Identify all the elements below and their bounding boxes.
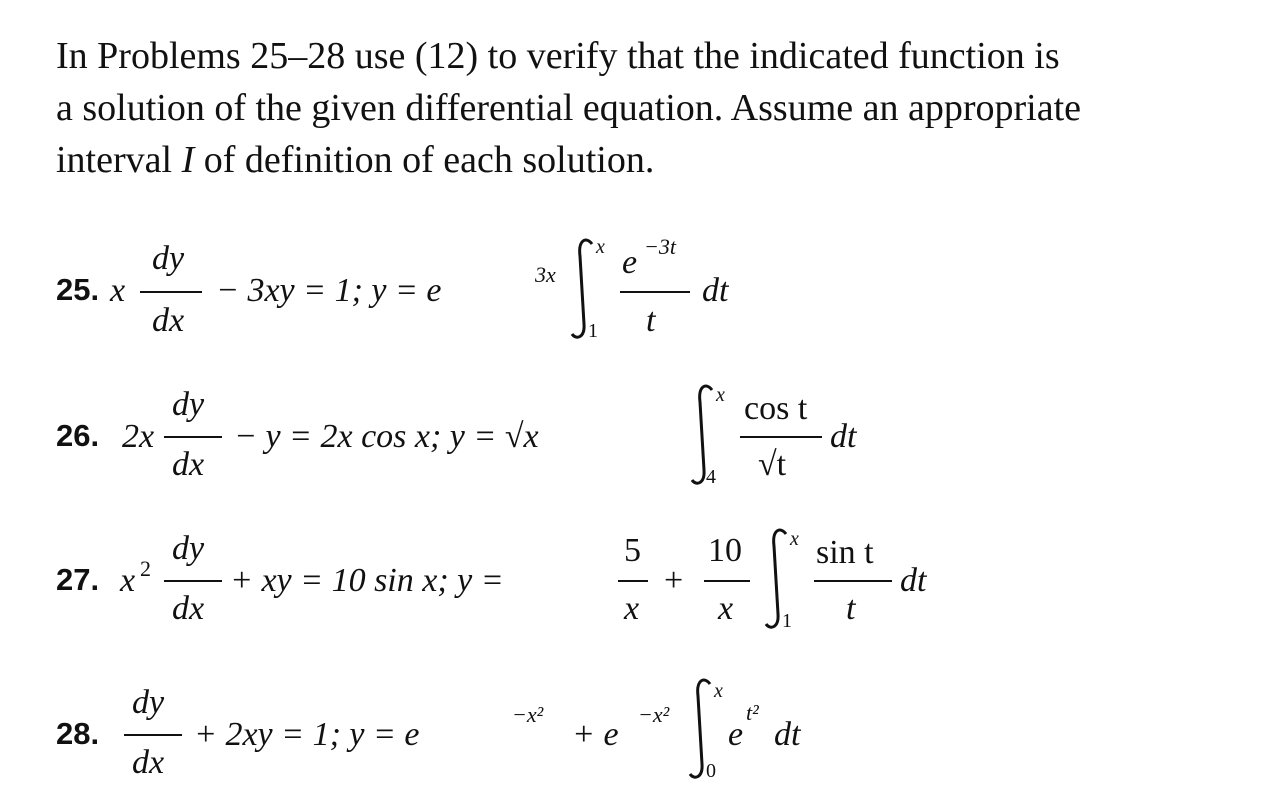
plus-sign: + (664, 562, 684, 599)
derivative-numerator: dy (172, 530, 205, 567)
upper-limit: x (596, 236, 605, 258)
fraction-bar (140, 291, 202, 293)
problem-number: 28. (56, 716, 100, 751)
derivative-denominator: dx (152, 302, 185, 339)
fraction-2-numerator: 10 (708, 532, 742, 569)
equation-text: − y = 2x cos x; y = √x (234, 418, 539, 455)
problem-number: 25. (56, 272, 100, 307)
coefficient-exponent: 2 (140, 556, 151, 581)
equation-text: + xy = 10 sin x; y = (230, 562, 504, 599)
fraction-bar (620, 291, 690, 293)
exponent: 3x (535, 262, 556, 287)
derivative-denominator: dx (172, 590, 205, 627)
fraction-bar (814, 580, 892, 582)
fraction-1-denominator: x (624, 590, 640, 627)
derivative-numerator: dy (172, 386, 205, 423)
integrand-denominator: t (646, 302, 656, 339)
fraction-bar (704, 580, 750, 582)
differential: dt (702, 272, 729, 309)
fraction-1-numerator: 5 (624, 532, 641, 569)
differential: dt (830, 418, 857, 455)
fraction-2-denominator: x (718, 590, 734, 627)
interval-variable: I (181, 139, 195, 181)
fraction-bar (164, 580, 222, 582)
intro-line-2: a solution of the given differential equation. Assume an appropriate (56, 87, 1082, 129)
equation-text: + 2xy = 1; y = e (194, 716, 420, 753)
lower-limit: 4 (706, 466, 716, 488)
fraction-bar (618, 580, 648, 582)
exponent-1: −x² (512, 702, 544, 727)
fraction-bar (740, 436, 822, 438)
fraction-bar (164, 436, 222, 438)
integrand-numerator: cos t (744, 390, 808, 427)
coefficient: 2x (122, 418, 155, 455)
intro-paragraph (56, 30, 1226, 186)
problem-number: 27. (56, 562, 100, 597)
lower-limit: 0 (706, 760, 716, 782)
differential: dt (774, 716, 801, 753)
coefficient: x (110, 272, 126, 309)
exponent-2: −x² (638, 702, 670, 727)
equation-text: − 3xy = 1; y = e (216, 272, 442, 309)
integrand-numerator: sin t (816, 534, 874, 571)
lower-limit: 1 (782, 610, 792, 632)
integrand-exponent: −3t (644, 234, 676, 259)
fraction-bar (124, 734, 182, 736)
integrand-numerator: e (622, 244, 638, 281)
derivative-denominator: dx (132, 744, 165, 781)
upper-limit: x (716, 384, 725, 406)
upper-limit: x (790, 528, 799, 550)
problem-number: 26. (56, 418, 100, 453)
derivative-numerator: dy (152, 240, 185, 277)
integrand: e (728, 716, 744, 753)
integrand-denominator: √t (758, 446, 787, 483)
lower-limit: 1 (588, 320, 598, 342)
differential: dt (900, 562, 927, 599)
derivative-denominator: dx (172, 446, 205, 483)
intro-line-1: In Problems 25–28 use (12) to verify that the indicated function is (56, 35, 1060, 77)
upper-limit: x (714, 680, 723, 702)
integrand-denominator: t (846, 590, 856, 627)
integrand-exponent: t² (746, 700, 759, 725)
plus-term: + e (572, 716, 619, 753)
intro-line-3: interval I of definition of each solution. (56, 139, 655, 181)
derivative-numerator: dy (132, 684, 165, 721)
coefficient: x (120, 562, 136, 599)
